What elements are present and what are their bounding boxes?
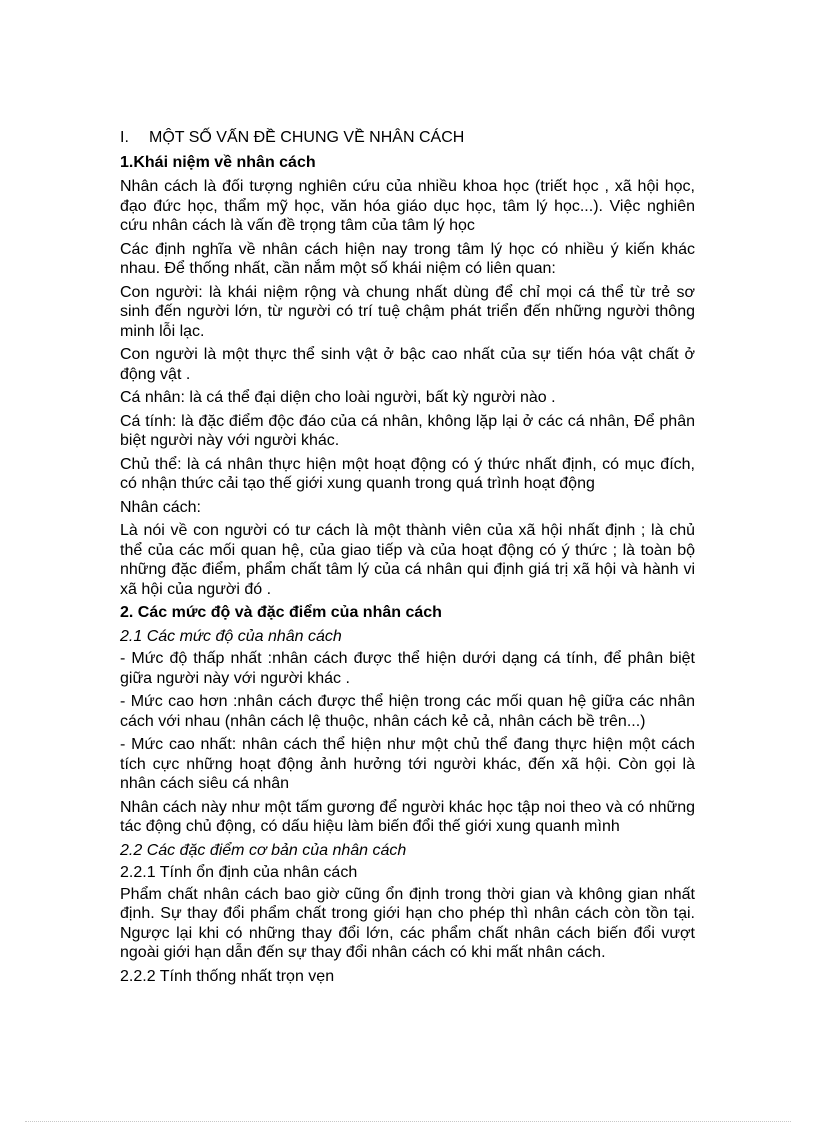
paragraph: Nhân cách này như một tấm gương để người khác học tập noi theo và có những tác động chủ động, có dấu hiệu làm biến đổi thế giới xung quanh mình — [120, 798, 695, 835]
subsubheading-on-dinh: 2.2.1 Tính ổn định của nhân cách — [120, 863, 358, 881]
section-heading — [120, 128, 695, 148]
paragraph: Con người: là khái niệm rộng và chung nhất dùng để chỉ mọi cá thể từ trẻ sơ sinh đến người lớn, từ người có trí tuệ chậm phát triển đến những người thông minh lỗi lạc. — [120, 283, 695, 340]
section-number: I. — [120, 129, 129, 146]
paragraph: Nhân cách là đối tượng nghiên cứu của nhiều khoa học (triết học , xã hội học, đạo đức học, thẩm mỹ học, văn hóa giáo dục học, tâm lý học...). Việc nghiên cứu nhân cách là vấn đề trọng tâm của tâm lý học — [120, 178, 695, 234]
subsubheading-thong-nhat: 2.2.2 Tính thống nhất trọn vẹn — [120, 967, 335, 985]
subheading-dac-diem: 2.2 Các đặc điểm cơ bản của nhân cách — [120, 841, 407, 859]
heading-muc-do-dac-diem: 2. Các mức độ và đặc điểm của nhân cách — [120, 604, 442, 621]
section-title: MỘT SỐ VẤN ĐỀ CHUNG VỀ NHÂN CÁCH — [149, 129, 465, 146]
paragraph: Phẩm chất nhân cách bao giờ cũng ổn định trong thời gian và không gian nhất định. Sự thay đổi phẩm chất trong giới hạn cho phép thì nhân cách còn tồn tại. Ngược lại khi có những thay đổi lớn, các phẩm chất nhân cách biến đổi vượt ngoài giới hạn dẫn đến sự thay đổi nhân cách có khi mất nhân cách. — [120, 885, 695, 961]
paragraph: - Mức độ thấp nhất :nhân cách được thể hiện dưới dạng cá tính, để phân biệt giữa người này với người khác . — [120, 650, 695, 687]
paragraph: Là nói về con người có tư cách là một thành viên của xã hội nhất định ; là chủ thể của các mối quan hệ, của giao tiếp và của hoạt động có ý thức ; là toàn bộ những đặc điểm, phẩm chất tâm lý của cá nhân qui định giá trị xã hội và hành vi xã hội của người đó . — [120, 522, 695, 598]
paragraph: Chủ thể: là cá nhân thực hiện một hoạt động có ý thức nhất định, có mục đích, có nhận thức cải tạo thế giới xung quanh trong quá trình hoạt động — [120, 455, 695, 492]
paragraph: Con người là một thực thể sinh vật ở bậc cao nhất của sự tiến hóa vật chất ở động vật . — [120, 346, 695, 383]
paragraph: Các định nghĩa về nhân cách hiện nay trong tâm lý học có nhiều ý kiến khác nhau. Để thống nhất, cần nắm một số khái niệm có liên quan: — [120, 240, 695, 277]
page-bottom-rule — [25, 1121, 791, 1122]
paragraph: Cá nhân: là cá thể đại diện cho loài người, bất kỳ người nào . — [120, 389, 556, 406]
document-page — [120, 128, 695, 989]
heading-khai-niem: 1.Khái niệm về nhân cách — [120, 154, 316, 171]
paragraph: - Mức cao hơn :nhân cách được thể hiện trong các mối quan hệ giữa các nhân cách với nhau (nhân cách lệ thuộc, nhân cách kẻ cả, nhân cách bề trên...) — [120, 693, 695, 730]
subheading-muc-do: 2.1 Các mức độ của nhân cách — [120, 628, 342, 645]
paragraph: Nhân cách: — [120, 498, 201, 516]
paragraph: Cá tính: là đặc điểm độc đáo của cá nhân, không lặp lại ở các cá nhân, Để phân biệt người này với người khác. — [120, 412, 695, 449]
paragraph: - Mức cao nhất: nhân cách thể hiện như một chủ thể đang thực hiện một cách tích cực những hoạt động ảnh hưởng tới người khác, đến xã hội. Còn gọi là nhân cách siêu cá nhân — [120, 736, 695, 792]
